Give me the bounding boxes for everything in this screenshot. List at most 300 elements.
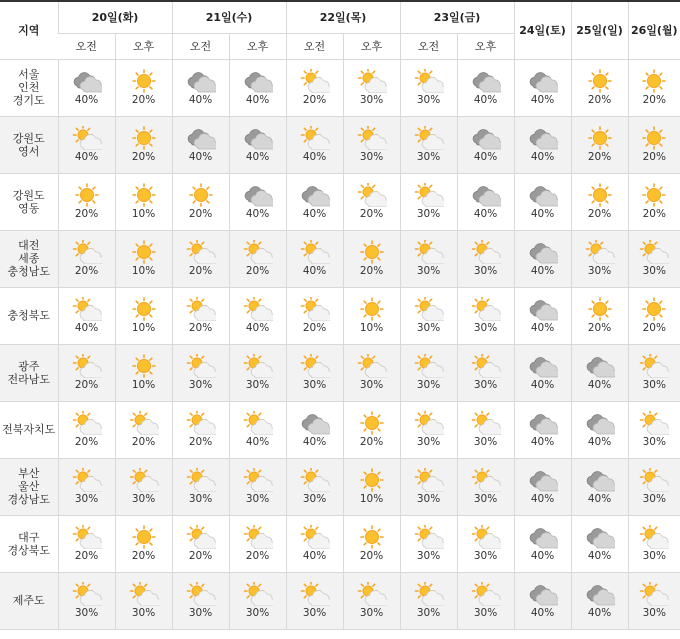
forecast-cell	[58, 458, 115, 515]
forecast-cell	[286, 173, 343, 230]
precip-probability: 30%	[245, 493, 270, 505]
forecast-cell	[229, 230, 286, 287]
header-row-days	[0, 1, 680, 33]
partly-cloudy-icon	[414, 126, 444, 150]
forecast-cell	[229, 515, 286, 572]
cloudy-icon	[528, 582, 558, 606]
precip-probability: 30%	[188, 493, 213, 505]
forecast-cell	[514, 230, 571, 287]
day-header: 22일(목)	[286, 1, 400, 33]
precip-probability: 20%	[131, 94, 156, 106]
partly-cloudy-icon	[72, 525, 102, 549]
forecast-cell	[172, 173, 229, 230]
forecast-cell	[400, 287, 457, 344]
forecast-cell	[286, 344, 343, 401]
precip-probability: 20%	[359, 550, 384, 562]
partly-cloudy-icon	[471, 411, 501, 435]
forecast-cell	[286, 572, 343, 629]
cloudy-icon	[300, 183, 330, 207]
forecast-cell	[343, 515, 400, 572]
precip-probability: 20%	[188, 208, 213, 220]
region-name-line: 충청북도	[7, 309, 50, 322]
forecast-cell	[400, 458, 457, 515]
forecast-cell	[400, 59, 457, 116]
table-row	[0, 344, 680, 401]
day-header: 26일(월)	[628, 1, 680, 59]
partly-cloudy-icon	[129, 411, 159, 435]
region-name-line: 세종	[18, 252, 40, 265]
partly-cloudy-icon	[639, 582, 669, 606]
forecast-cell	[115, 59, 172, 116]
table-row	[0, 572, 680, 629]
precip-probability: 30%	[473, 607, 498, 619]
am-header: 오전	[400, 33, 457, 59]
sun-icon	[639, 183, 669, 207]
sun-icon	[585, 183, 615, 207]
table-row	[0, 287, 680, 344]
forecast-cell	[115, 458, 172, 515]
precip-probability: 20%	[188, 322, 213, 334]
precip-probability: 30%	[359, 607, 384, 619]
region-cell	[0, 515, 58, 572]
precip-probability: 30%	[473, 265, 498, 277]
forecast-cell	[571, 230, 628, 287]
cloudy-icon	[585, 411, 615, 435]
forecast-cell	[514, 173, 571, 230]
forecast-cell	[58, 515, 115, 572]
forecast-cell	[229, 344, 286, 401]
sun-icon	[129, 525, 159, 549]
table-row	[0, 401, 680, 458]
partly-cloudy-icon	[414, 468, 444, 492]
precip-probability: 30%	[416, 493, 441, 505]
forecast-cell	[628, 173, 680, 230]
partly-cloudy-icon	[72, 411, 102, 435]
precip-probability: 20%	[188, 436, 213, 448]
precip-probability: 20%	[131, 151, 156, 163]
cloudy-icon	[186, 126, 216, 150]
forecast-cell	[115, 116, 172, 173]
precip-probability: 20%	[74, 265, 99, 277]
precip-probability: 40%	[74, 151, 99, 163]
precip-probability: 10%	[131, 322, 156, 334]
partly-cloudy-icon	[357, 126, 387, 150]
partly-cloudy-icon	[243, 297, 273, 321]
partly-cloudy-icon	[414, 411, 444, 435]
precip-probability: 30%	[416, 436, 441, 448]
pm-header: 오후	[343, 33, 400, 59]
precip-probability: 40%	[74, 322, 99, 334]
forecast-cell	[229, 287, 286, 344]
region-cell	[0, 458, 58, 515]
forecast-cell	[172, 344, 229, 401]
precip-probability: 20%	[188, 550, 213, 562]
region-name-line: 경기도	[12, 94, 45, 107]
cloudy-icon	[528, 411, 558, 435]
sun-icon	[639, 69, 669, 93]
precip-probability: 40%	[530, 379, 555, 391]
region-name-line: 충청남도	[7, 265, 50, 278]
precip-probability: 20%	[74, 436, 99, 448]
partly-cloudy-icon	[72, 582, 102, 606]
forecast-cell	[286, 230, 343, 287]
precip-probability: 20%	[642, 208, 666, 220]
precip-probability: 10%	[359, 322, 384, 334]
partly-cloudy-icon	[186, 525, 216, 549]
forecast-cell	[571, 59, 628, 116]
cloudy-icon	[528, 468, 558, 492]
cloudy-icon	[243, 183, 273, 207]
partly-cloudy-icon	[243, 354, 273, 378]
forecast-cell	[400, 515, 457, 572]
precip-probability: 30%	[302, 379, 327, 391]
sun-icon	[639, 297, 669, 321]
sun-icon	[639, 126, 669, 150]
day-header: 25일(일)	[571, 1, 628, 59]
forecast-cell	[514, 287, 571, 344]
sun-icon	[357, 525, 387, 549]
forecast-cell	[286, 401, 343, 458]
forecast-cell	[514, 401, 571, 458]
precip-probability: 40%	[473, 208, 498, 220]
forecast-cell	[457, 173, 514, 230]
forecast-cell	[514, 572, 571, 629]
forecast-cell	[343, 572, 400, 629]
region-name-line: 영동	[18, 201, 40, 215]
precip-probability: 30%	[416, 265, 441, 277]
forecast-cell	[571, 572, 628, 629]
forecast-cell	[571, 116, 628, 173]
forecast-cell	[172, 287, 229, 344]
partly-cloudy-icon	[243, 240, 273, 264]
precip-probability: 40%	[587, 493, 612, 505]
forecast-cell	[628, 344, 680, 401]
forecast-cell	[286, 59, 343, 116]
region-name-line: 강원도	[12, 188, 45, 202]
partly-cloudy-icon	[186, 240, 216, 264]
region-name-line: 대전	[18, 239, 40, 252]
precip-probability: 30%	[245, 379, 270, 391]
precip-probability: 30%	[416, 379, 441, 391]
partly-cloudy-icon	[639, 354, 669, 378]
table-row	[0, 59, 680, 116]
forecast-cell	[628, 572, 680, 629]
region-name-line: 광주	[18, 359, 40, 373]
forecast-cell	[343, 344, 400, 401]
partly-cloudy-icon	[357, 69, 387, 93]
am-header: 오전	[286, 33, 343, 59]
forecast-cell	[628, 515, 680, 572]
partly-cloudy-icon	[414, 240, 444, 264]
forecast-cell	[400, 173, 457, 230]
sun-icon	[585, 126, 615, 150]
precip-probability: 40%	[530, 151, 555, 163]
forecast-cell	[58, 173, 115, 230]
precip-probability: 30%	[416, 607, 441, 619]
forecast-cell	[571, 173, 628, 230]
partly-cloudy-icon	[243, 582, 273, 606]
forecast-cell	[343, 59, 400, 116]
partly-cloudy-icon	[186, 297, 216, 321]
cloudy-icon	[471, 183, 501, 207]
precip-probability: 20%	[359, 208, 384, 220]
partly-cloudy-icon	[300, 468, 330, 492]
forecast-cell	[514, 458, 571, 515]
forecast-cell	[628, 401, 680, 458]
forecast-cell	[172, 458, 229, 515]
precip-probability: 40%	[245, 322, 270, 334]
precip-probability: 20%	[131, 436, 156, 448]
region-cell	[0, 572, 58, 629]
region-name-line: 인천	[18, 81, 40, 94]
forecast-cell	[457, 515, 514, 572]
sun-icon	[585, 69, 615, 93]
forecast-cell	[115, 230, 172, 287]
precip-probability: 40%	[188, 94, 213, 106]
forecast-cell	[457, 344, 514, 401]
precip-probability: 30%	[416, 94, 441, 106]
region-cell	[0, 401, 58, 458]
precip-probability: 40%	[587, 379, 612, 391]
forecast-cell	[343, 458, 400, 515]
partly-cloudy-icon	[357, 183, 387, 207]
forecast-cell	[628, 59, 680, 116]
forecast-cell	[229, 59, 286, 116]
precip-probability: 40%	[530, 550, 555, 562]
precip-probability: 20%	[74, 550, 99, 562]
cloudy-icon	[528, 297, 558, 321]
sun-icon	[129, 240, 159, 264]
precip-probability: 20%	[642, 322, 666, 334]
forecast-cell	[628, 287, 680, 344]
partly-cloudy-icon	[300, 354, 330, 378]
region-name-line: 전북자치도	[2, 423, 56, 436]
forecast-cell	[286, 515, 343, 572]
cloudy-icon	[528, 240, 558, 264]
sun-icon	[129, 297, 159, 321]
precip-probability: 40%	[530, 208, 555, 220]
precip-probability: 40%	[302, 208, 327, 220]
precip-probability: 30%	[302, 493, 327, 505]
cloudy-icon	[471, 69, 501, 93]
forecast-cell	[58, 116, 115, 173]
partly-cloudy-icon	[300, 240, 330, 264]
precip-probability: 40%	[245, 208, 270, 220]
region-name-line: 전라남도	[7, 372, 50, 386]
forecast-cell	[457, 287, 514, 344]
precip-probability: 30%	[642, 493, 666, 505]
partly-cloudy-icon	[129, 582, 159, 606]
day-header: 20일(화)	[58, 1, 172, 33]
partly-cloudy-icon	[357, 354, 387, 378]
partly-cloudy-icon	[414, 69, 444, 93]
cloudy-icon	[72, 69, 102, 93]
precip-probability: 20%	[74, 379, 99, 391]
partly-cloudy-icon	[471, 582, 501, 606]
partly-cloudy-icon	[129, 468, 159, 492]
sun-icon	[129, 354, 159, 378]
partly-cloudy-icon	[243, 411, 273, 435]
forecast-cell	[457, 458, 514, 515]
precip-probability: 30%	[642, 265, 666, 277]
forecast-cell	[229, 458, 286, 515]
forecast-cell	[172, 230, 229, 287]
precip-probability: 30%	[473, 550, 498, 562]
cloudy-icon	[585, 468, 615, 492]
forecast-cell	[343, 116, 400, 173]
precip-probability: 30%	[642, 550, 666, 562]
precip-probability: 20%	[74, 208, 99, 220]
forecast-cell	[343, 287, 400, 344]
forecast-cell	[514, 515, 571, 572]
cloudy-icon	[528, 183, 558, 207]
precip-probability: 40%	[530, 436, 555, 448]
partly-cloudy-icon	[72, 240, 102, 264]
precip-probability: 20%	[587, 322, 612, 334]
precip-probability: 20%	[359, 265, 384, 277]
region-name-line: 부산	[18, 467, 40, 480]
region-cell	[0, 344, 58, 401]
precip-probability: 10%	[131, 379, 156, 391]
forecast-cell	[115, 173, 172, 230]
precip-probability: 20%	[245, 550, 270, 562]
precip-probability: 30%	[188, 379, 213, 391]
partly-cloudy-icon	[186, 354, 216, 378]
forecast-cell	[286, 458, 343, 515]
table-row	[0, 173, 680, 230]
forecast-cell	[343, 401, 400, 458]
sun-icon	[357, 411, 387, 435]
region-name-line: 영서	[18, 144, 40, 158]
forecast-cell	[115, 287, 172, 344]
region-name-line: 울산	[18, 480, 40, 493]
region-cell	[0, 59, 58, 116]
forecast-cell	[571, 287, 628, 344]
region-name-line: 서울	[18, 68, 40, 81]
precip-probability: 20%	[245, 265, 270, 277]
partly-cloudy-icon	[72, 354, 102, 378]
forecast-cell	[286, 287, 343, 344]
pm-header: 오후	[457, 33, 514, 59]
precip-probability: 40%	[302, 265, 327, 277]
precip-probability: 30%	[359, 379, 384, 391]
precip-probability: 20%	[359, 436, 384, 448]
sun-icon	[72, 183, 102, 207]
forecast-cell	[457, 401, 514, 458]
partly-cloudy-icon	[639, 411, 669, 435]
precip-probability: 20%	[587, 151, 612, 163]
forecast-cell	[457, 230, 514, 287]
region-name-line: 강원도	[12, 131, 45, 145]
region-cell	[0, 287, 58, 344]
day-header: 24일(토)	[514, 1, 571, 59]
forecast-cell	[58, 287, 115, 344]
cloudy-icon	[585, 525, 615, 549]
forecast-body	[0, 59, 680, 629]
partly-cloudy-icon	[72, 126, 102, 150]
precip-probability: 40%	[530, 322, 555, 334]
precip-probability: 20%	[587, 208, 612, 220]
forecast-cell	[514, 116, 571, 173]
forecast-cell	[400, 230, 457, 287]
forecast-cell	[343, 173, 400, 230]
forecast-cell	[286, 116, 343, 173]
precip-probability: 40%	[245, 94, 270, 106]
precip-probability: 40%	[587, 607, 612, 619]
sun-icon	[129, 183, 159, 207]
precip-probability: 30%	[642, 436, 666, 448]
precip-probability: 30%	[642, 379, 666, 391]
precip-probability: 30%	[416, 550, 441, 562]
precip-probability: 40%	[587, 550, 612, 562]
partly-cloudy-icon	[414, 582, 444, 606]
precip-probability: 20%	[587, 94, 612, 106]
forecast-cell	[571, 458, 628, 515]
precip-probability: 20%	[642, 151, 666, 163]
forecast-cell	[628, 230, 680, 287]
precip-probability: 30%	[131, 607, 156, 619]
precip-probability: 30%	[74, 607, 99, 619]
precip-probability: 30%	[416, 208, 441, 220]
precip-probability: 30%	[473, 493, 498, 505]
partly-cloudy-icon	[414, 297, 444, 321]
region-cell	[0, 230, 58, 287]
forecast-cell	[571, 344, 628, 401]
partly-cloudy-icon	[300, 525, 330, 549]
forecast-cell	[229, 572, 286, 629]
sun-icon	[357, 240, 387, 264]
forecast-cell	[229, 116, 286, 173]
precip-probability: 30%	[359, 94, 384, 106]
region-cell	[0, 173, 58, 230]
forecast-cell	[400, 344, 457, 401]
precip-probability: 10%	[131, 208, 156, 220]
partly-cloudy-icon	[414, 183, 444, 207]
partly-cloudy-icon	[186, 582, 216, 606]
precip-probability: 40%	[302, 436, 327, 448]
partly-cloudy-icon	[471, 468, 501, 492]
partly-cloudy-icon	[639, 240, 669, 264]
precip-probability: 30%	[416, 322, 441, 334]
partly-cloudy-icon	[186, 411, 216, 435]
precip-probability: 30%	[245, 607, 270, 619]
precip-probability: 20%	[302, 94, 327, 106]
precip-probability: 10%	[131, 265, 156, 277]
cloudy-icon	[471, 126, 501, 150]
forecast-cell	[172, 116, 229, 173]
precip-probability: 10%	[359, 493, 384, 505]
partly-cloudy-icon	[243, 525, 273, 549]
partly-cloudy-icon	[471, 354, 501, 378]
precip-probability: 40%	[245, 151, 270, 163]
partly-cloudy-icon	[300, 69, 330, 93]
precip-probability: 40%	[473, 94, 498, 106]
region-name-line: 제주도	[12, 594, 45, 607]
precip-probability: 20%	[302, 322, 327, 334]
forecast-cell	[172, 572, 229, 629]
partly-cloudy-icon	[585, 240, 615, 264]
partly-cloudy-icon	[471, 240, 501, 264]
forecast-cell	[571, 401, 628, 458]
partly-cloudy-icon	[414, 525, 444, 549]
forecast-cell	[58, 344, 115, 401]
precip-probability: 30%	[302, 607, 327, 619]
forecast-cell	[58, 572, 115, 629]
forecast-cell	[400, 116, 457, 173]
pm-header: 오후	[229, 33, 286, 59]
forecast-cell	[115, 515, 172, 572]
cloudy-icon	[585, 354, 615, 378]
